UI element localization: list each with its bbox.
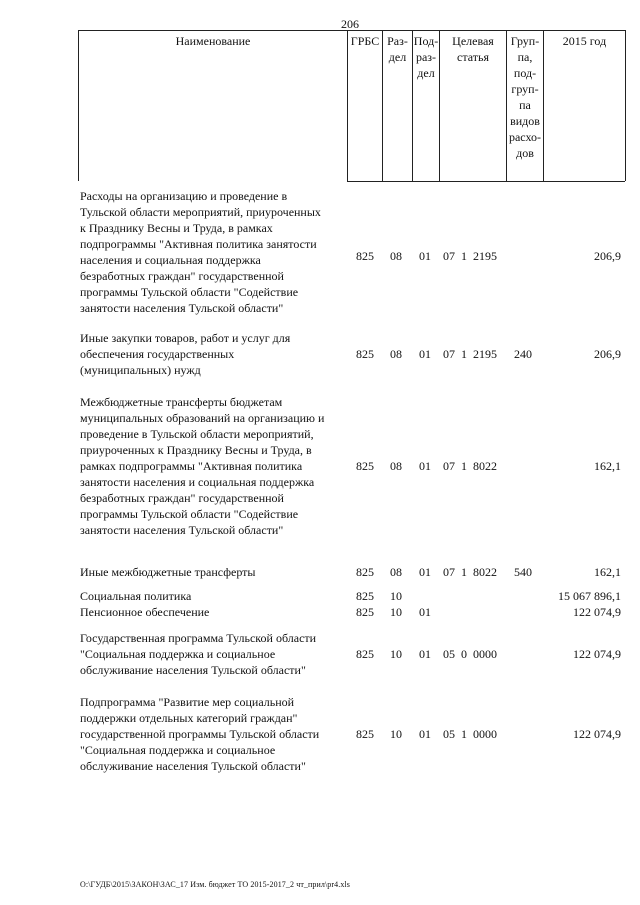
row-podrazdel: 01 (419, 459, 431, 473)
row-name: Иные межбюджетные трансферты (80, 565, 256, 579)
row-podrazdel: 01 (419, 727, 431, 741)
row-razdel: 08 (390, 249, 402, 263)
header-celevaya: Целевая статья (439, 31, 506, 181)
row-sum: 206,9 (594, 249, 621, 263)
header-gruppa: Груп- па, под- груп- па видов расхо- дов (506, 31, 543, 181)
row-razdel: 08 (390, 459, 402, 473)
row-podrazdel: 01 (419, 647, 431, 661)
row-name: Социальная политика (80, 589, 192, 603)
row-vid: 240 (514, 347, 532, 361)
row-grbs: 825 (356, 605, 374, 619)
row-name: Расходы на организацию и проведение в Тульской области мероприятий, приуроченных к Празднику Весны и Труда, в рамках подпрограммы "Активная политика занятости населения и социальная поддержка безработных граждан" государственной программы Тульской области "Содействие занятости населения Тульской области" (80, 189, 321, 315)
row-grbs: 825 (356, 459, 374, 473)
row-sum: 122 074,9 (573, 605, 621, 619)
header-year: 2015 год (543, 31, 625, 181)
row-podrazdel: 01 (419, 605, 431, 619)
row-name: Подпрограмма "Развитие мер социальной поддержки отдельных категорий граждан" государственной программы Тульской области "Социальная поддержка и социальное обслуживание населения Тульской области" (80, 695, 320, 773)
row-grbs: 825 (356, 347, 374, 361)
row-podrazdel: 01 (419, 565, 431, 579)
row-celevaya: 05 0 0000 (443, 647, 497, 661)
row-grbs: 825 (356, 249, 374, 263)
row-razdel: 10 (390, 589, 402, 603)
row-grbs: 825 (356, 727, 374, 741)
row-grbs: 825 (356, 647, 374, 661)
row-sum: 122 074,9 (573, 727, 621, 741)
row-celevaya: 05 1 0000 (443, 727, 497, 741)
row-grbs: 825 (356, 565, 374, 579)
row-sum: 206,9 (594, 347, 621, 361)
row-celevaya: 07 1 8022 (443, 459, 497, 473)
row-razdel: 08 (390, 565, 402, 579)
row-sum: 162,1 (594, 565, 621, 579)
row-name: Иные закупки товаров, работ и услуг для обеспечения государственных (муниципальных) нужд (80, 331, 291, 377)
header-podrazdel: Под- раз- дел (412, 31, 439, 181)
row-name: Государственная программа Тульской области "Социальная поддержка и социальное обслуживание населения Тульской области" (80, 631, 317, 677)
header-grbs: ГРБС (347, 31, 382, 181)
header-razdel: Раз- дел (382, 31, 412, 181)
row-celevaya: 07 1 2195 (443, 347, 497, 361)
row-podrazdel: 01 (419, 347, 431, 361)
row-sum: 162,1 (594, 459, 621, 473)
row-celevaya: 07 1 2195 (443, 249, 497, 263)
row-razdel: 10 (390, 605, 402, 619)
header-bottom-rule (347, 181, 625, 182)
row-vid: 540 (514, 565, 532, 579)
file-path-footer: O:\ГУДБ\2015\ЗАКОН\ЗАС_17 Изм. бюджет ТО 2015-2017_2 чт_прил\pr4.xls (80, 880, 351, 889)
row-razdel: 08 (390, 347, 402, 361)
row-name: Пенсионное обеспечение (80, 605, 210, 619)
table-header (78, 30, 626, 181)
row-sum: 15 067 896,1 (558, 589, 621, 603)
row-podrazdel: 01 (419, 249, 431, 263)
row-sum: 122 074,9 (573, 647, 621, 661)
row-celevaya: 07 1 8022 (443, 565, 497, 579)
row-name: Межбюджетные трансферты бюджетам муниципальных образований на организацию и проведение в Тульской области мероприятий, приуроченных к Празднику Весны и Труда, в рамках подпрограммы "Активная политика занятости населения и социальная поддержка безработных граждан" государственной программы Тульской области "Содействие занятости населения Тульской области" (80, 395, 325, 537)
row-grbs: 825 (356, 589, 374, 603)
row-razdel: 10 (390, 727, 402, 741)
row-razdel: 10 (390, 647, 402, 661)
header-name: Наименование (175, 34, 251, 48)
page-number: 206 (341, 17, 359, 31)
